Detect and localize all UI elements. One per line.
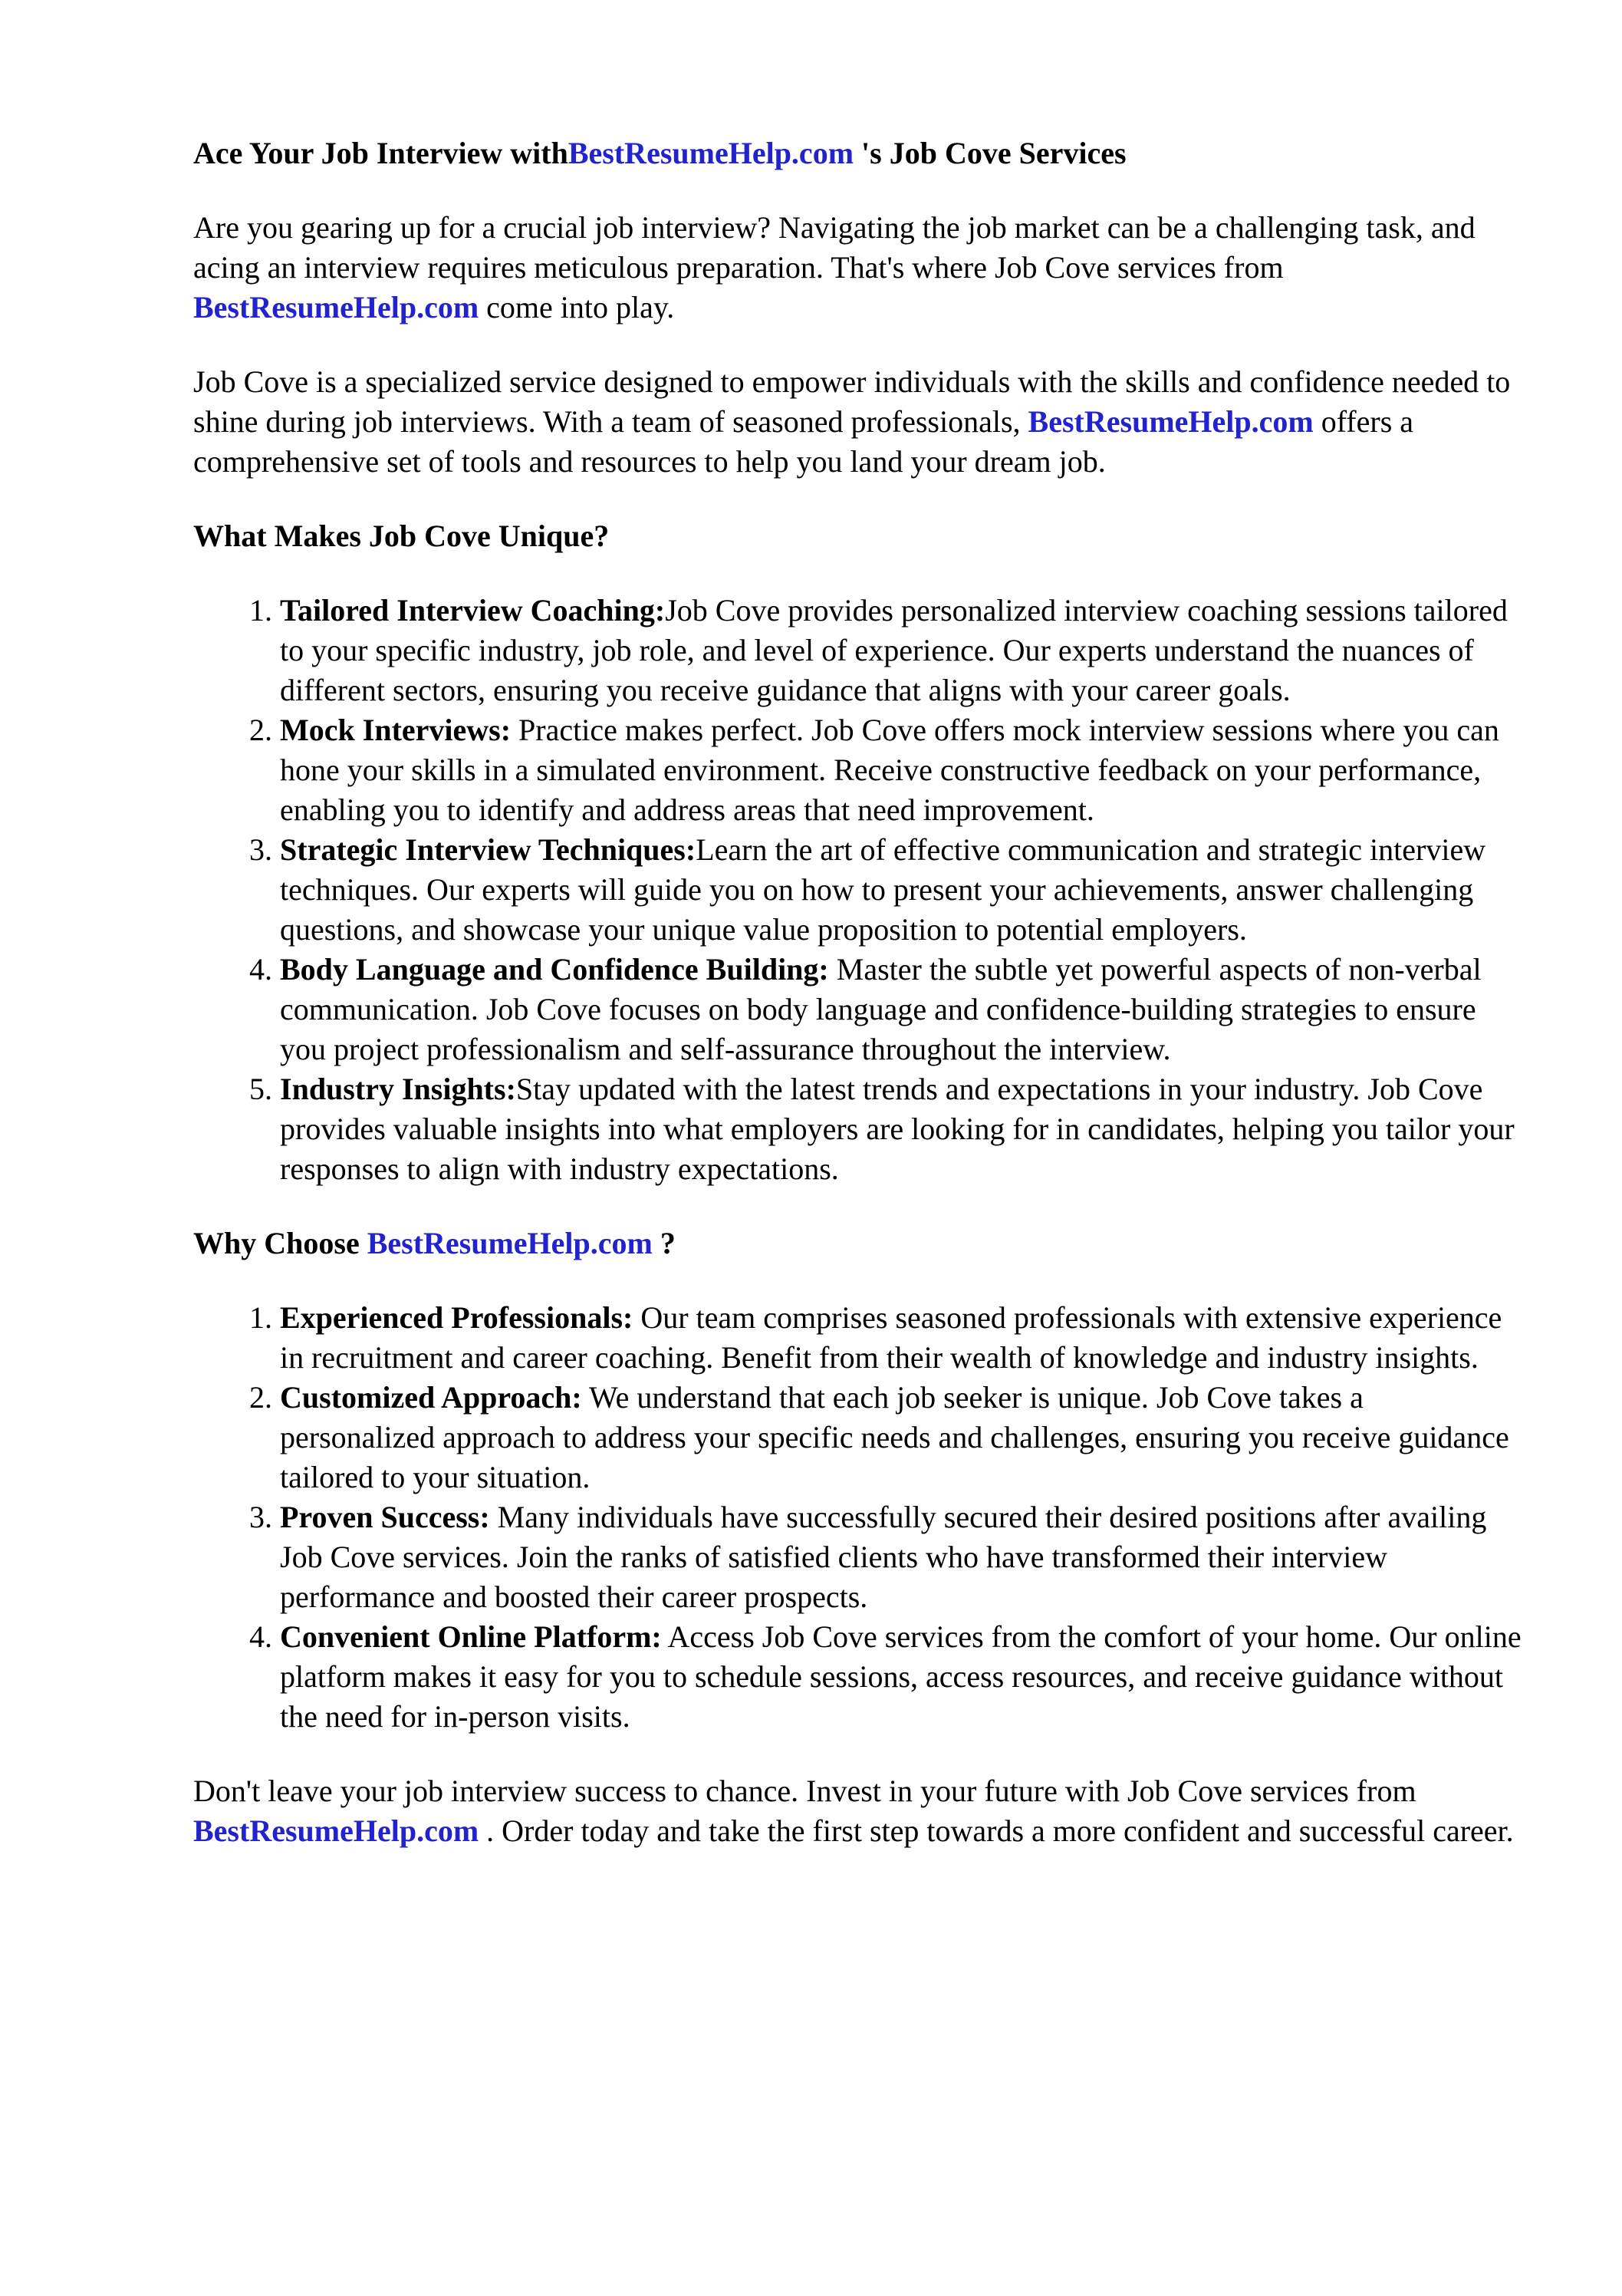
list-item	[280, 1069, 1525, 1189]
list-item-text: Access Job Cove services from the comfort of your home. Our online platform makes it easy for you to schedule sessions, access resources, and receive guidance without the need for in-person visits.	[280, 1619, 1522, 1734]
list-item-label: Customized Approach:	[280, 1380, 582, 1415]
heading-text-pre: Why Choose	[193, 1226, 367, 1260]
title-text-pre: Ace Your Job Interview with	[193, 136, 568, 170]
brand-link[interactable]: BestResumeHelp.com	[367, 1226, 653, 1260]
title-brand-link[interactable]: BestResumeHelp.com	[568, 136, 854, 170]
section1-list	[193, 591, 1525, 1189]
list-item	[280, 830, 1525, 950]
list-item-text: We understand that each job seeker is unique. Job Cove takes a personalized approach to address your specific needs and challenges, ensuring you receive guidance tailored to your situation.	[280, 1380, 1509, 1494]
list-item	[280, 1497, 1525, 1617]
list-item-label: Mock Interviews:	[280, 713, 512, 747]
list-item	[280, 710, 1525, 830]
brand-link[interactable]: BestResumeHelp.com	[1028, 404, 1314, 439]
list-item-label: Strategic Interview Techniques:	[280, 832, 696, 867]
list-item-label: Proven Success:	[280, 1500, 490, 1534]
list-item-text: Master the subtle yet powerful aspects of non-verbal communication. Job Cove focuses on body language and confidence-building strategies to ensure you project professionalism and self-assurance throughout the interview.	[280, 952, 1482, 1066]
list-item-text: Stay updated with the latest trends and expectations in your industry. Job Cove provides valuable insights into what employers are looking for in candidates, helping you tailor your responses to align with industry expectations.	[280, 1072, 1515, 1186]
section2-heading	[193, 1224, 1525, 1263]
brand-link[interactable]: BestResumeHelp.com	[193, 290, 479, 324]
list-item-text: Practice makes perfect. Job Cove offers mock interview sessions where you can hone your skills in a simulated environment. Receive constructive feedback on your performance, enabling you to identify and address areas that need improvement.	[280, 713, 1499, 827]
outro-paragraph	[193, 1771, 1525, 1851]
paragraph-text: Job Cove is a specialized service designed to empower individuals with the skills and confidence needed to shine during job interviews. With a team of seasoned professionals,	[193, 364, 1511, 439]
list-item-label: Industry Insights:	[280, 1072, 516, 1106]
list-item-text: Our team comprises seasoned professionals with extensive experience in recruitment and career coaching. Benefit from their wealth of knowledge and industry insights.	[280, 1300, 1502, 1375]
list-item-label: Experienced Professionals:	[280, 1300, 633, 1335]
list-item-label: Convenient Online Platform:	[280, 1619, 662, 1654]
paragraph-text: Don't leave your job interview success to chance. Invest in your future with Job Cove services from	[193, 1774, 1416, 1808]
heading-text-post: ?	[652, 1226, 676, 1260]
list-item-text: Many individuals have successfully secured their desired positions after availing Job Cove services. Join the ranks of satisfied clients who have transformed their interview performance and boosted their career prospects.	[280, 1500, 1487, 1614]
paragraph-text: offers a comprehensive set of tools and resources to help you land your dream job.	[193, 404, 1414, 479]
paragraph-text: . Order today and take the first step towards a more confident and successful career.	[479, 1813, 1514, 1848]
list-item	[280, 1298, 1525, 1378]
paragraph-text: come into play.	[479, 290, 675, 324]
list-item-label: Tailored Interview Coaching:	[280, 593, 666, 628]
title-text-post: 's Job Cove Services	[854, 136, 1127, 170]
brand-link[interactable]: BestResumeHelp.com	[193, 1813, 479, 1848]
intro-paragraph-1	[193, 208, 1525, 328]
list-item-text: Learn the art of effective communication and strategic interview techniques. Our experts will guide you on how to present your achievements, answer challenging questions, and showcase your unique value proposition to potential employers.	[280, 832, 1486, 947]
list-item	[280, 1378, 1525, 1497]
list-item-text: Job Cove provides personalized interview coaching sessions tailored to your specific industry, job role, and level of experience. Our experts understand the nuances of different sectors, ensuring you receive guidance that aligns with your career goals.	[280, 593, 1508, 707]
list-item	[280, 1617, 1525, 1737]
list-item	[280, 950, 1525, 1069]
section2-list	[193, 1298, 1525, 1737]
intro-paragraph-2	[193, 362, 1525, 482]
section1-heading: What Makes Job Cove Unique?	[193, 519, 610, 553]
paragraph-text: Are you gearing up for a crucial job interview? Navigating the job market can be a challenging task, and acing an interview requires meticulous preparation. That's where Job Cove services from	[193, 210, 1476, 285]
list-item-label: Body Language and Confidence Building:	[280, 952, 829, 987]
page-title	[193, 133, 1525, 173]
list-item	[280, 591, 1525, 710]
